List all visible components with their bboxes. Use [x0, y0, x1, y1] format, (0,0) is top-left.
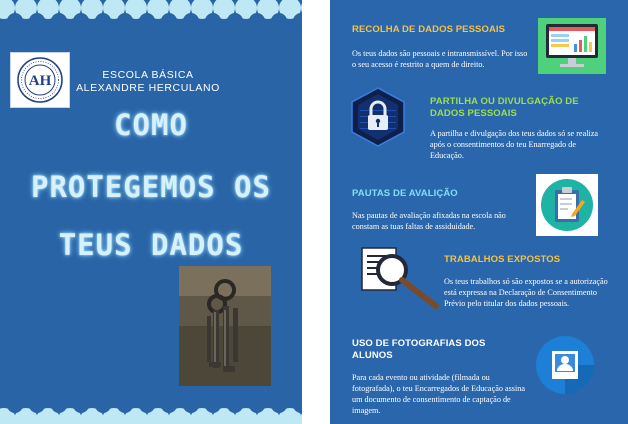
- scallop-border-bottom: [0, 394, 302, 424]
- logo-initials: AH: [28, 73, 52, 89]
- magnifier-document-icon: [358, 246, 440, 312]
- computer-dashboard-icon: [538, 18, 606, 74]
- section-heading: USO DE FOTOGRAFIAS DOS ALUNOS: [352, 338, 486, 361]
- section-heading: TRABALHOS EXPOSTOS: [444, 254, 561, 265]
- school-name: ESCOLA BÁSICA ALEXANDRE HERCULANO: [76, 69, 220, 94]
- cover-title-line-3: TEUS DADOS: [58, 228, 244, 262]
- section-heading: PAUTAS DE AVALIÇÃO: [352, 188, 458, 199]
- section-pautas: [352, 188, 532, 232]
- cover-title-line-1: COMO: [114, 108, 188, 142]
- scallop-border-top: [0, 0, 302, 26]
- section-text: Para cada evento ou atividade (filmada ou fotografada), o teu Encarregados de Educação assina um documento de consentimento de captação de imagem.: [352, 373, 525, 415]
- section-heading: PARTILHA OU DIVULGAÇÃO DE DADOS PESSOAIS: [430, 96, 579, 119]
- section-fotografias: [352, 338, 528, 416]
- section-text: Os teus dados são pessoais e intransmissível. Por isso o seu acesso é restrito a quem de direito.: [352, 49, 528, 69]
- section-text: A partilha e divulgação dos teus dados só se realiza após o consentimentos do teu Enarregado de Educação.: [430, 129, 599, 160]
- clipboard-icon: [536, 174, 598, 236]
- keys-photo: [179, 266, 271, 386]
- section-text: Nas pautas de avaliação afixadas na escola não constam as tuas faltas de assiduidade.: [352, 211, 506, 231]
- section-text: Os teus trabalhos só são expostos se a autorização está expressa na Declaração de Consentimento Prévio pelo titular dos dados pessoais.: [444, 277, 608, 308]
- section-trabalhos: [444, 254, 612, 309]
- info-page: [330, 0, 628, 424]
- photo-icon: [534, 334, 596, 396]
- section-recolha: [352, 24, 532, 70]
- section-partilha: [430, 96, 606, 161]
- school-logo: [10, 52, 70, 108]
- padlock-icon: [350, 86, 406, 148]
- cover-page: [0, 0, 302, 424]
- section-heading: RECOLHA DE DADOS PESSOAIS: [352, 24, 506, 35]
- cover-title-line-2: PROTEGEMOS OS: [31, 170, 271, 204]
